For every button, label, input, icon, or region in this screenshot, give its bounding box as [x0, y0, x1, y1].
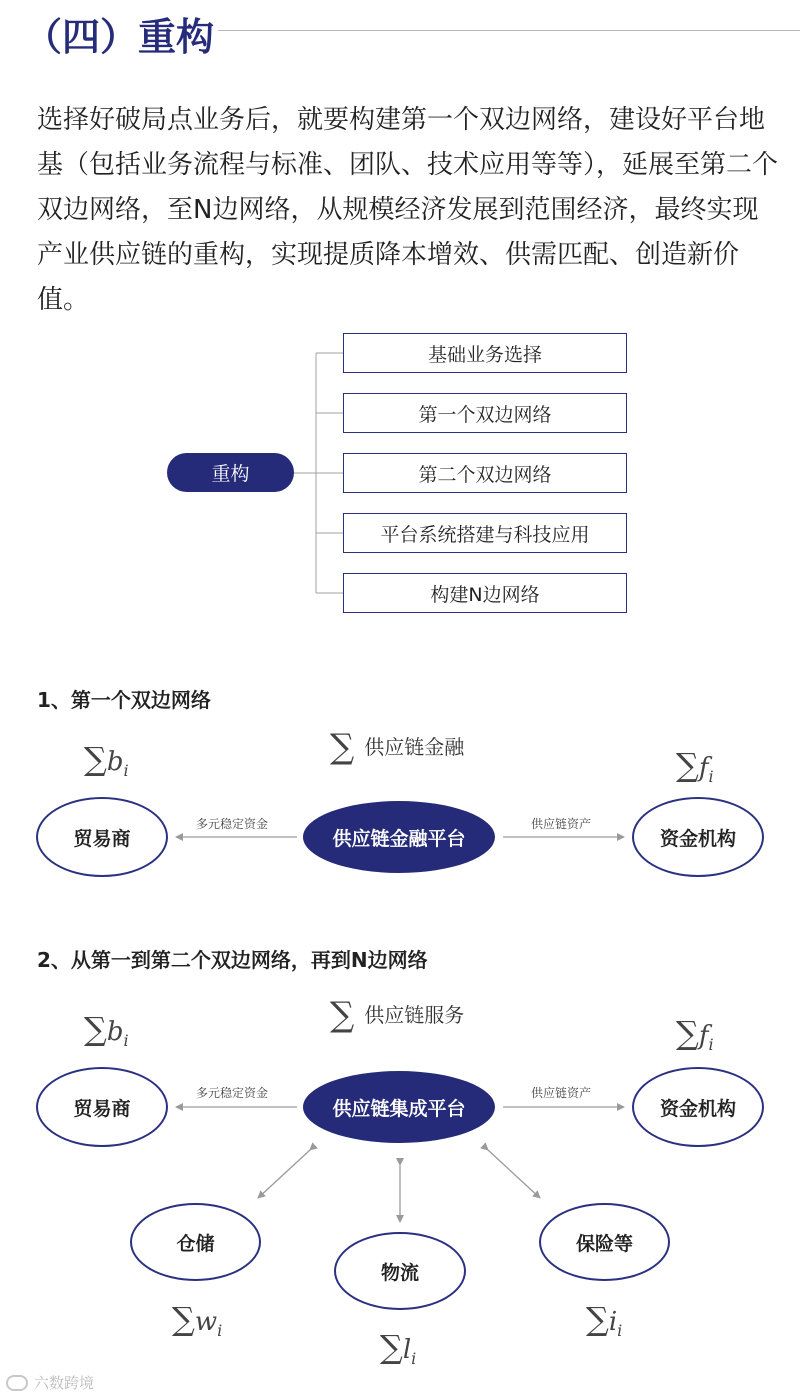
diagram1-funding-node: 资金机构 — [632, 797, 764, 877]
diagram1-center-sum — [330, 727, 464, 767]
watermark-text: 六数跨境 — [34, 1374, 95, 1392]
diagram1-left-edge-label: 多元稳定资金 — [196, 817, 269, 831]
sum-subscript: i — [708, 1035, 714, 1054]
tree-node-platform-tech: 平台系统搭建与科技应用 — [343, 513, 627, 553]
diagram1-heading: 1、第一个双边网络 — [37, 688, 211, 712]
diagram2-arrow-insurance — [488, 1150, 540, 1198]
sum-variable: b — [106, 747, 124, 777]
center-sum-label: 供应链服务 — [364, 1003, 465, 1027]
sum-variable: w — [194, 1307, 218, 1337]
diagram2-funding-node: 资金机构 — [632, 1067, 764, 1147]
title-divider — [218, 30, 800, 31]
sum-symbol: ∑ — [586, 1300, 609, 1338]
tree-node-second-network: 第二个双边网络 — [343, 453, 627, 493]
diagram2-right-edge-label: 供应链资产 — [531, 1086, 592, 1100]
diagram1-trader-node: 贸易商 — [36, 797, 168, 877]
diagram1-right-sum — [676, 746, 714, 786]
diagram2-storage-sum — [172, 1300, 222, 1340]
sum-variable: f — [698, 753, 709, 783]
sum-symbol: ∑ — [330, 727, 355, 767]
sum-symbol: ∑ — [380, 1328, 403, 1366]
sum-symbol: ∑ — [84, 740, 107, 778]
center-sum-label: 供应链金融 — [364, 735, 465, 759]
diagram2-left-sum — [84, 1010, 129, 1050]
intro-paragraph: 选择好破局点业务后，就要构建第一个双边网络，建设好平台地基（包括业务流程与标准、团队、技术应用等等），延展至第二个双边网络，至N边网络，从规模经济发展到范围经济，最终实现产业供应链的重构，实现提质降本增效、供需匹配、创造新价值。 — [37, 105, 779, 315]
watermark-logo-icon — [6, 1375, 28, 1391]
sum-symbol: ∑ — [676, 746, 699, 784]
diagram2-logistics-sum — [380, 1328, 416, 1368]
sum-variable: i — [608, 1307, 618, 1337]
diagram2-insurance-node: 保险等 — [539, 1203, 670, 1281]
section-header — [0, 0, 800, 62]
tree-root-node: 重构 — [167, 453, 294, 492]
diagram2-left-edge-label: 多元稳定资金 — [196, 1086, 269, 1100]
diagram1-left-sum — [84, 740, 129, 780]
diagram2-arrow-storage — [258, 1150, 310, 1198]
diagram2-center-sum — [330, 995, 464, 1035]
tree-node-n-network: 构建N边网络 — [343, 573, 627, 613]
diagram2-storage-node: 仓储 — [130, 1203, 261, 1281]
sum-subscript: i — [617, 1321, 623, 1340]
sum-symbol: ∑ — [84, 1010, 107, 1048]
tree-node-first-network: 第一个双边网络 — [343, 393, 627, 433]
sum-variable: f — [698, 1021, 709, 1051]
diagram2-logistics-node: 物流 — [334, 1232, 466, 1310]
sum-subscript: i — [123, 1031, 129, 1050]
sum-symbol: ∑ — [172, 1300, 195, 1338]
sum-subscript: i — [411, 1349, 417, 1368]
sum-symbol: ∑ — [676, 1014, 699, 1052]
sum-variable: l — [402, 1335, 412, 1365]
diagram1-center-node: 供应链金融平台 — [303, 801, 495, 873]
section-title: （四）重构 — [24, 15, 215, 59]
diagram2-heading: 2、从第一到第二个双边网络，再到N边网络 — [37, 948, 428, 972]
diagram2-right-sum — [676, 1014, 714, 1054]
sum-subscript: i — [217, 1321, 223, 1340]
sum-subscript: i — [708, 767, 714, 786]
watermark — [6, 1372, 94, 1393]
sum-symbol: ∑ — [330, 995, 355, 1035]
diagram2-center-node: 供应链集成平台 — [303, 1071, 495, 1143]
sum-variable: b — [106, 1017, 124, 1047]
diagram2-trader-node: 贸易商 — [36, 1067, 168, 1147]
tree-node-basic-business: 基础业务选择 — [343, 333, 627, 373]
sum-subscript: i — [123, 761, 129, 780]
diagram2-insurance-sum — [586, 1300, 622, 1340]
diagram1-right-edge-label: 供应链资产 — [531, 817, 592, 831]
